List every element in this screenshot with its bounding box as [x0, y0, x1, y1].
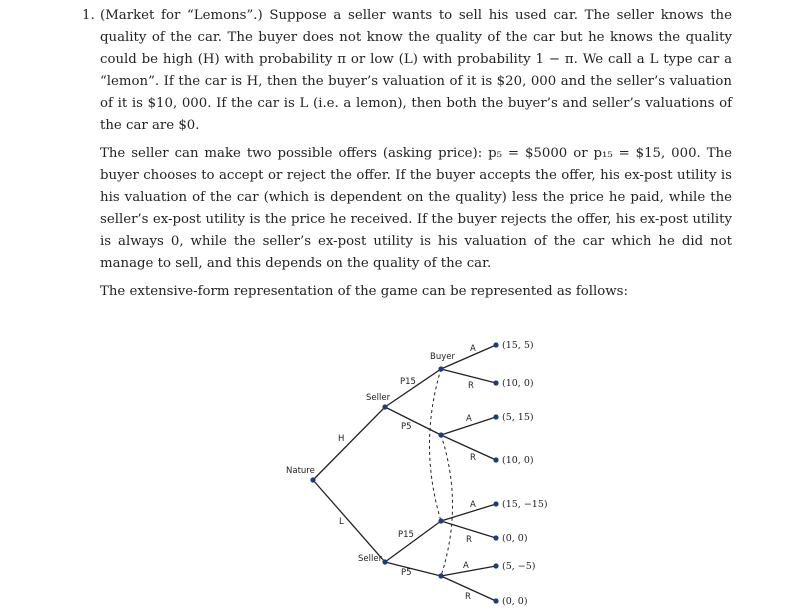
action-label-reject: R: [470, 453, 476, 463]
edge-accept-3: [441, 504, 496, 521]
terminal-node: [493, 535, 498, 540]
edge-seller-h-p15: [385, 369, 441, 407]
information-set-p5: [441, 435, 453, 576]
action-label-reject: R: [465, 592, 471, 602]
terminal-node: [493, 414, 498, 419]
price-label-p15-high: P15: [400, 377, 416, 387]
action-label-accept: A: [466, 414, 472, 424]
terminal-node: [493, 457, 498, 462]
nature-label: Nature: [286, 466, 315, 476]
action-label-accept: A: [470, 500, 476, 510]
action-label-reject: R: [468, 381, 474, 391]
payoff-label: (0, 0): [502, 596, 528, 607]
edge-seller-l-p5: [385, 562, 441, 576]
payoff-label: (15, 5): [502, 340, 534, 351]
payoff-label: (10, 0): [502, 378, 534, 389]
edge-reject-2: [441, 435, 496, 460]
information-set-p15: [430, 369, 442, 521]
branch-label-high: H: [338, 434, 345, 444]
problem-paragraph-3: The extensive-form representation of the game can be represented as follows:: [100, 284, 628, 299]
branch-label-low: L: [339, 517, 344, 527]
edge-nature-low: [313, 480, 385, 562]
payoff-label: (5, 15): [502, 412, 534, 423]
problem-paragraph-1-text: (Market for “Lemons”.) Suppose a seller wants to sell his used car. The seller knows the quality of the car. The buyer does not know the quality of the car but he knows the quality could be high (H) with probability π or low (L) with probability 1 − π. We call a L type car a “lemon”. If the car is H, then the buyer’s valuation of it is $20, 000 and the seller’s valuation of it is $10, 000. If the car is L (i.e. a lemon), then both the buyer’s and seller’s valuations of the car are $0.: [100, 8, 732, 133]
nature-node: [310, 477, 315, 482]
problem-paragraph-2: The seller can make two possible offers (asking price): p₅ = $5000 or p₁₅ = $15, 000. The buyer chooses to accept or reject the offer. If the buyer accepts the offer, his ex-post utility is his valuation of the car (which is dependent on the quality) less the price he paid, while the seller’s ex-post utility is the price he received. If the buyer rejects the offer, his ex-post utility is always 0, while the seller’s ex-post utility is his valuation of the car which he did not manage to sell, and this depends on the quality of the car.: [100, 146, 732, 271]
edge-seller-l-p15: [385, 521, 441, 562]
price-label-p5-high: P5: [401, 422, 412, 432]
buyer-label: Buyer: [430, 352, 455, 362]
payoff-label: (0, 0): [502, 533, 528, 544]
terminal-node: [493, 342, 498, 347]
price-label-p5-low: P5: [401, 568, 412, 578]
seller-label-low: Seller: [358, 554, 383, 564]
payoff-label: (5, −5): [502, 561, 536, 572]
seller-node-high: [382, 404, 387, 409]
terminal-node: [493, 501, 498, 506]
action-label-reject: R: [466, 535, 472, 545]
seller-node-low: [382, 559, 387, 564]
action-label-accept: A: [470, 344, 476, 354]
action-label-accept: A: [463, 561, 469, 571]
edge-nature-high: [313, 407, 385, 480]
payoff-label: (10, 0): [502, 455, 534, 466]
seller-label-high: Seller: [366, 393, 391, 403]
terminal-node: [493, 380, 498, 385]
terminal-node: [493, 598, 498, 603]
buyer-node-4: [438, 573, 443, 578]
price-label-p15-low: P15: [398, 530, 414, 540]
buyer-node-2: [438, 432, 443, 437]
edge-seller-h-p5: [385, 407, 441, 435]
buyer-node-1: [438, 366, 443, 371]
terminal-node: [493, 563, 498, 568]
payoff-label: (15, −15): [502, 499, 548, 510]
problem-number: 1.: [82, 8, 95, 23]
buyer-node-3: [438, 518, 443, 523]
